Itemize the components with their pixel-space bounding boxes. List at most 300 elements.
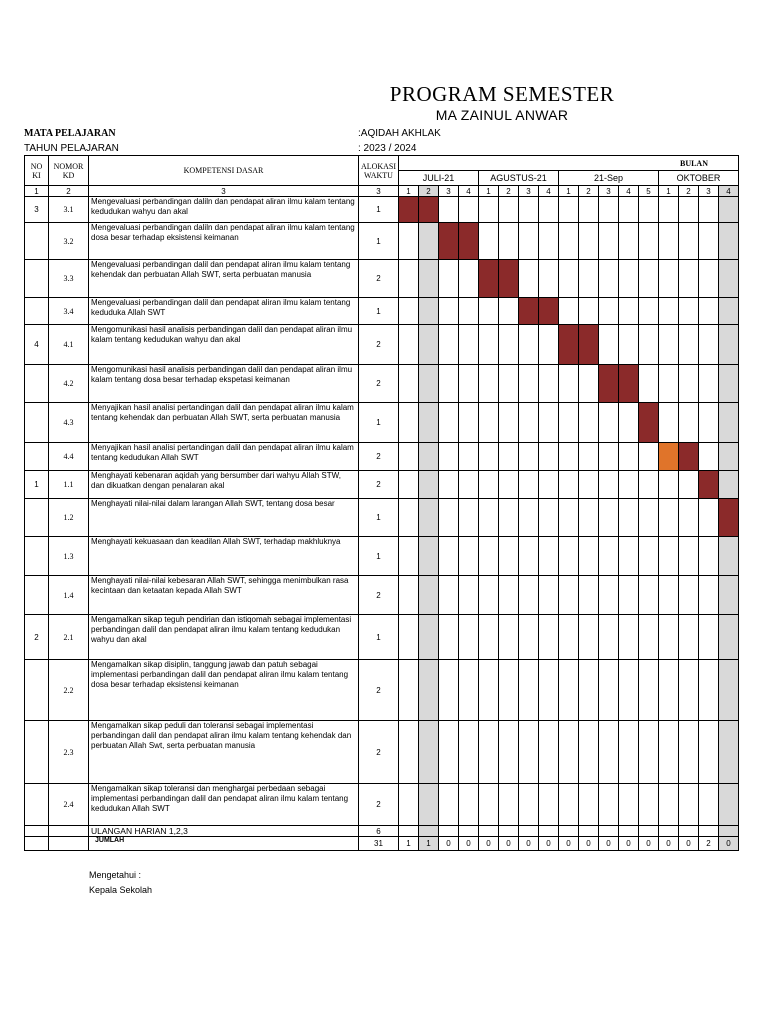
week-cell [459,660,479,721]
header-no: NO [30,161,43,171]
alokasi-waktu: 1 [359,298,399,325]
week-cell [439,443,459,471]
week-cell [679,826,699,837]
week-cell [479,537,499,576]
kompetensi-text: Menghayati kebenaran aqidah yang bersumber dari wahyu Allah STW, dan dikuatkan dengan penalaran akal [89,471,359,499]
alokasi-waktu: 1 [359,537,399,576]
week-cell [599,721,619,784]
alokasi-waktu: 2 [359,784,399,826]
ki-number [25,576,49,615]
week-cell [599,784,619,826]
week-cell [419,721,439,784]
week-label: 3 [439,186,459,197]
ki-number [25,403,49,443]
week-cell [519,325,539,365]
week-cell [419,576,439,615]
week-cell [579,197,599,223]
week-cell [579,615,599,660]
week-cell [439,721,459,784]
kompetensi-text: Mengomunikasi hasil analisis perbandingan dalil dan pendapat aliran ilmu kalam tentang kedudukan wahyu dan akal [89,325,359,365]
week-cell [599,499,619,537]
week-cell [519,615,539,660]
week-cell [439,615,459,660]
mengetahui-label: Mengetahui : [89,870,142,880]
kd-number: 4.3 [49,403,89,443]
kd-number: 1.3 [49,537,89,576]
week-cell [659,537,679,576]
week-cell [619,298,639,325]
week-cell [459,721,479,784]
kompetensi-text: Menghayati nilai-nilai kebesaran Allah SWT, sehingga menimbulkan rasa kecintaan dan ketaatan kepada Allah SWT [89,576,359,615]
week-cell [699,403,719,443]
week-cell [619,499,639,537]
week-cell [419,325,439,365]
kd-number: 3.4 [49,298,89,325]
week-cell [599,197,619,223]
kd-number: 3.3 [49,260,89,298]
week-cell [419,223,439,260]
week-cell [639,721,659,784]
week-cell [539,721,559,784]
ki-number [25,660,49,721]
week-cell [479,615,499,660]
week-label: 2 [499,186,519,197]
week-cell [619,325,639,365]
week-cell [699,260,719,298]
header-alokasi-2: WAKTU [364,170,393,180]
jumlah-week: 0 [719,837,739,851]
week-cell [659,660,679,721]
week-cell [399,784,419,826]
week-cell [659,298,679,325]
week-cell [599,325,619,365]
table-row [25,365,739,403]
alokasi-waktu: 2 [359,325,399,365]
jumlah-week: 0 [499,837,519,851]
header-bulan: BULAN [399,156,739,171]
week-cell [539,403,559,443]
week-cell [659,471,679,499]
week-cell [599,298,619,325]
week-cell [519,826,539,837]
ki-number [25,298,49,325]
week-cell [399,615,419,660]
week-cell [559,576,579,615]
week-cell [439,197,459,223]
week-cell [659,576,679,615]
week-cell [479,499,499,537]
week-label: 1 [559,186,579,197]
week-cell [459,298,479,325]
week-cell [459,471,479,499]
week-cell [399,537,419,576]
week-cell [679,471,699,499]
week-cell [519,443,539,471]
week-cell [659,260,679,298]
ki-number [25,443,49,471]
week-label: 3 [599,186,619,197]
week-cell [419,365,439,403]
week-cell [419,471,439,499]
week-cell [439,365,459,403]
week-cell [559,403,579,443]
column-index: 1 [25,186,49,197]
week-cell [699,325,719,365]
week-cell [639,403,659,443]
week-cell [699,365,719,403]
week-cell [539,443,559,471]
week-cell [679,197,699,223]
week-cell [399,499,419,537]
week-cell [419,660,439,721]
kompetensi-text: Mengomunikasi hasil analisis perbandingan dalil dan pendapat aliran ilmu kalam tentang dosa besar terhadap ekspetasi keimanan [89,365,359,403]
month-header: JULI-21 [399,171,479,186]
week-cell [499,260,519,298]
week-cell [579,826,599,837]
week-cell [479,365,499,403]
kompetensi-text: Mengevaluasi perbandingan dalil dan pendapat aliran ilmu kalam tentang keduduka Allah SWT [89,298,359,325]
week-cell [479,443,499,471]
week-cell [659,403,679,443]
kd-number: 3.1 [49,197,89,223]
column-index: 3 [359,186,399,197]
kepala-sekolah-label: Kepala Sekolah [89,885,153,895]
week-cell [639,615,659,660]
week-cell [599,576,619,615]
week-cell [659,615,679,660]
alokasi-waktu: 1 [359,403,399,443]
week-cell [439,537,459,576]
header-alokasi [359,156,399,186]
week-cell [479,298,499,325]
week-cell [619,576,639,615]
jumlah-total: 31 [359,837,399,851]
week-cell [719,576,739,615]
week-cell [719,499,739,537]
week-cell [419,197,439,223]
alokasi-waktu: 1 [359,499,399,537]
table-row [25,615,739,660]
week-cell [659,197,679,223]
jumlah-week: 0 [439,837,459,851]
week-cell [719,223,739,260]
alokasi-waktu: 1 [359,223,399,260]
week-cell [639,784,659,826]
header-ki: KI [32,170,41,180]
week-cell [399,721,419,784]
week-label: 2 [579,186,599,197]
week-cell [699,784,719,826]
week-cell [639,576,659,615]
week-cell [459,197,479,223]
table-row [25,499,739,537]
ki-number: 3 [25,197,49,223]
week-cell [699,826,719,837]
week-label: 4 [459,186,479,197]
week-cell [459,826,479,837]
week-cell [439,223,459,260]
week-cell [639,499,659,537]
week-cell [699,471,719,499]
kompetensi-text: Mengamalkan sikap peduli dan toleransi sebagai implementasi perbandingan dalil dan pendapat aliran ilmu kalam tentang kehendak dan perbuatan Allah Swt, serta perbuatan manusia [89,721,359,784]
week-cell [519,365,539,403]
week-cell [699,615,719,660]
week-cell [479,660,499,721]
week-cell [659,365,679,403]
week-cell [599,260,619,298]
week-cell [499,615,519,660]
week-cell [659,325,679,365]
week-cell [599,471,619,499]
week-cell [699,298,719,325]
week-cell [459,537,479,576]
ki-number [25,784,49,826]
week-cell [459,443,479,471]
week-cell [459,615,479,660]
week-cell [679,784,699,826]
semester-program-table [24,155,739,851]
kompetensi-text: Mengamalkan sikap disiplin, tanggung jawab dan patuh sebagai implementasi perbandingan dalil dan pendapat aliran ilmu kalam tentang dosa besar terhadap eksistensi keimanan [89,660,359,721]
week-cell [559,443,579,471]
jumlah-week: 0 [519,837,539,851]
month-header: 21-Sep [559,171,659,186]
alokasi-waktu: 2 [359,576,399,615]
week-cell [479,784,499,826]
week-cell [419,260,439,298]
week-cell [539,260,559,298]
week-cell [459,403,479,443]
week-cell [559,471,579,499]
week-cell [459,223,479,260]
week-cell [499,298,519,325]
week-cell [659,721,679,784]
week-cell [439,784,459,826]
week-cell [679,615,699,660]
week-cell [579,260,599,298]
week-cell [419,298,439,325]
week-cell [539,784,559,826]
week-cell [419,443,439,471]
table-row [25,197,739,223]
kompetensi-text: Mengevaluasi perbandingan dalil dan pendapat aliran ilmu kalam tentang kehendak dan perbuatan Allah SWT, serta perbuatan manusia [89,260,359,298]
kd-number: 2.1 [49,615,89,660]
week-cell [559,784,579,826]
week-cell [399,298,419,325]
week-cell [559,660,579,721]
week-cell [419,826,439,837]
week-cell [619,365,639,403]
week-cell [579,471,599,499]
week-cell [719,615,739,660]
week-cell [459,784,479,826]
week-cell [719,260,739,298]
week-cell [679,499,699,537]
week-cell [539,298,559,325]
week-cell [719,325,739,365]
week-cell [479,403,499,443]
week-cell [539,223,559,260]
week-label: 4 [619,186,639,197]
week-cell [639,537,659,576]
week-cell [599,223,619,260]
kompetensi-text: Menghayati kekuasaan dan keadilan Allah SWT, terhadap makhluknya [89,537,359,576]
week-label: 3 [519,186,539,197]
header-kd: KD [62,170,75,180]
week-cell [439,325,459,365]
week-label: 2 [679,186,699,197]
week-cell [499,576,519,615]
week-cell [639,365,659,403]
table-row [25,260,739,298]
week-cell [499,660,519,721]
week-cell [579,298,599,325]
week-cell [639,660,659,721]
alokasi-waktu: 2 [359,443,399,471]
week-cell [499,223,519,260]
week-cell [679,298,699,325]
week-cell [439,298,459,325]
week-cell [639,826,659,837]
kd-number: 1.4 [49,576,89,615]
ki-number: 2 [25,615,49,660]
kd-number: 4.2 [49,365,89,403]
week-cell [399,826,419,837]
week-cell [559,721,579,784]
alokasi-waktu: 2 [359,471,399,499]
week-cell [519,298,539,325]
week-cell [599,403,619,443]
week-cell [619,660,639,721]
kompetensi-text: Mengamalkan sikap teguh pendirian dan istiqomah sebagai implementasi perbandingan dalil dan pendapat aliran ilmu kalam tentang kedudukan wahyu dan akal [89,615,359,660]
week-cell [539,615,559,660]
week-cell [639,298,659,325]
week-cell [659,223,679,260]
week-cell [599,537,619,576]
week-cell [539,499,559,537]
jumlah-week: 0 [559,837,579,851]
week-cell [539,537,559,576]
ulangan-row [25,826,739,837]
week-cell [699,576,719,615]
week-cell [439,403,459,443]
week-label: 5 [639,186,659,197]
week-cell [499,197,519,223]
week-cell [579,403,599,443]
week-cell [499,499,519,537]
school-name: MA ZAINUL ANWAR [435,107,569,123]
week-cell [559,537,579,576]
ki-number: 4 [25,325,49,365]
ki-number [25,223,49,260]
alokasi-waktu: 2 [359,365,399,403]
table-row [25,443,739,471]
week-cell [519,499,539,537]
kompetensi-text: Menghayati nilai-nilai dalam larangan Allah SWT, tentang dosa besar [89,499,359,537]
header-nomor: NOMOR [53,161,84,171]
week-cell [719,784,739,826]
week-cell [539,197,559,223]
week-cell [679,537,699,576]
week-cell [639,223,659,260]
week-cell [699,223,719,260]
week-cell [539,471,559,499]
week-cell [719,660,739,721]
week-cell [479,471,499,499]
week-cell [399,260,419,298]
week-cell [519,784,539,826]
year-label: TAHUN PELAJARAN [24,143,119,154]
week-cell [679,260,699,298]
jumlah-week: 0 [579,837,599,851]
week-cell [619,260,639,298]
week-cell [499,471,519,499]
jumlah-week: 0 [599,837,619,851]
week-cell [679,576,699,615]
week-cell [519,223,539,260]
page-title: PROGRAM SEMESTER [389,82,615,106]
week-cell [439,576,459,615]
week-cell [479,325,499,365]
week-cell [479,826,499,837]
week-cell [539,826,559,837]
kd-number: 2.2 [49,660,89,721]
week-label: 4 [539,186,559,197]
week-cell [459,576,479,615]
kd-number: 4.4 [49,443,89,471]
table-row [25,325,739,365]
week-cell [519,660,539,721]
week-cell [399,443,419,471]
kd-number: 3.2 [49,223,89,260]
week-cell [419,615,439,660]
week-cell [599,443,619,471]
week-cell [559,325,579,365]
week-cell [579,784,599,826]
week-cell [499,784,519,826]
jumlah-label: JUMLAH [89,837,359,851]
ki-number [25,721,49,784]
jumlah-week: 0 [539,837,559,851]
kd-number: 1.1 [49,471,89,499]
week-cell [579,223,599,260]
week-cell [519,471,539,499]
week-cell [519,197,539,223]
week-label: 1 [479,186,499,197]
week-cell [699,197,719,223]
kd-number: 4.1 [49,325,89,365]
table-row [25,537,739,576]
jumlah-week: 0 [659,837,679,851]
jumlah-week: 1 [399,837,419,851]
jumlah-row [25,837,739,851]
week-cell [579,537,599,576]
week-cell [579,721,599,784]
column-index: 2 [49,186,89,197]
kompetensi-text: Mengevaluasi perbandingan daliln dan pendapat aliran ilmu kalam tentang kedudukan wahyu dan akal [89,197,359,223]
week-cell [559,615,579,660]
week-cell [619,403,639,443]
table-row [25,721,739,784]
week-cell [659,499,679,537]
week-cell [719,403,739,443]
week-cell [599,615,619,660]
week-cell [599,826,619,837]
week-cell [399,197,419,223]
week-cell [599,660,619,721]
jumlah-week: 2 [699,837,719,851]
subject-label: MATA PELAJARAN [24,128,116,139]
week-cell [619,721,639,784]
